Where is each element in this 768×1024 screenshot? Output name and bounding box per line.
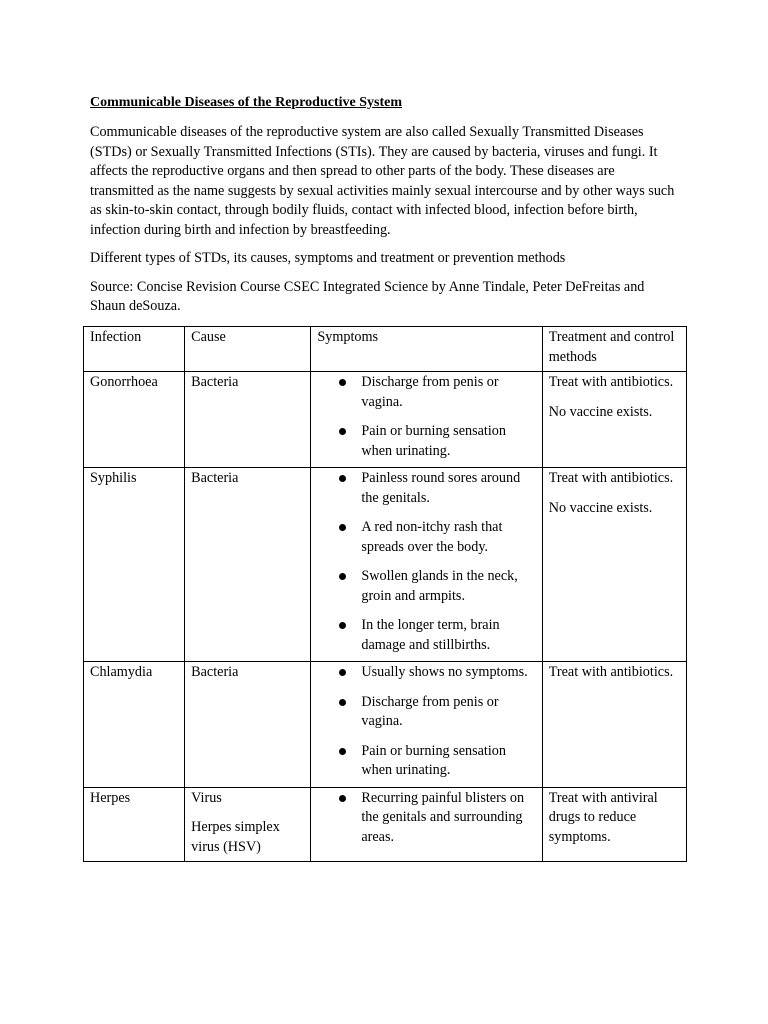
cause-line: Bacteria (191, 374, 239, 390)
symptom-item: A red non-itchy rash that spreads over the body. (361, 518, 535, 557)
symptom-list (317, 789, 535, 848)
treatment-line: No vaccine exists. (548, 403, 653, 420)
cell-cause (185, 372, 311, 468)
symptom-item: Swollen glands in the neck, groin and armpits. (361, 567, 535, 606)
symptom-list (317, 373, 535, 461)
treatment-line: Treat with antibiotics. (548, 664, 674, 680)
treatment-line: No vaccine exists. (548, 499, 653, 516)
table-row (84, 372, 687, 468)
symptom-item: Discharge from penis or vagina. (361, 373, 535, 412)
cell-infection: Syphilis (84, 468, 185, 662)
cause-line: Bacteria (191, 470, 239, 486)
cause-line: Herpes simplex virus (HSV) (191, 819, 280, 855)
cell-symptoms (311, 468, 542, 662)
table-row (84, 468, 687, 662)
cell-symptoms (311, 372, 542, 468)
header-treatment: Treatment and control methods (542, 327, 686, 372)
cell-treatment (542, 662, 686, 788)
page-title: Communicable Diseases of the Reproductive System (90, 95, 402, 110)
treatment-line: Treat with antibiotics. (548, 470, 674, 486)
symptom-list (317, 663, 535, 781)
treatment-line: Treat with antibiotics. (548, 374, 674, 390)
cell-symptoms (311, 662, 542, 788)
cell-symptoms (311, 787, 542, 862)
cell-treatment (542, 468, 686, 662)
cell-cause (185, 787, 311, 862)
header-cause: Cause (185, 327, 311, 372)
document-body (90, 94, 690, 317)
cell-infection: Herpes (84, 787, 185, 862)
symptom-item: Painless round sores around the genitals. (361, 469, 535, 508)
table-row (84, 662, 687, 788)
symptom-item: Usually shows no symptoms. (361, 663, 535, 683)
header-symptoms: Symptoms (311, 327, 542, 372)
cause-line: Virus (191, 789, 222, 806)
symptom-item: Pain or burning sensation when urinating. (361, 422, 535, 461)
cell-cause (185, 662, 311, 788)
table-header-row (84, 327, 687, 372)
symptom-item: Recurring painful blisters on the genitals and surrounding areas. (361, 789, 535, 848)
intro-paragraph: Communicable diseases of the reproductive system are also called Sexually Transmitted Diseases (STDs) or Sexually Transmitted Infections (STIs). They are caused by bacteria, viruses and fungi. It affects the reproductive organs and then spread to other parts of the body. These diseases are transmitted as the name suggests by sexual activities mainly sexual intercourse and by other ways such as skin-to-skin contact, through bodily fluids, contact with infected blood, infection before birth, infection during birth and infection by breastfeeding. (90, 124, 675, 238)
symptom-list (317, 469, 535, 655)
std-table (83, 326, 687, 862)
cause-line: Bacteria (191, 664, 239, 680)
symptom-item: In the longer term, brain damage and stillbirths. (361, 616, 535, 655)
cell-cause (185, 468, 311, 662)
table-row (84, 787, 687, 862)
cell-treatment (542, 372, 686, 468)
symptom-item: Pain or burning sensation when urinating. (361, 742, 535, 781)
treatment-line: Treat with antiviral drugs to reduce symptoms. (548, 789, 658, 845)
source-paragraph: Source: Concise Revision Course CSEC Integrated Science by Anne Tindale, Peter DeFreitas and Shaun deSouza. (90, 278, 645, 314)
header-infection: Infection (84, 327, 185, 372)
subheading-paragraph: Different types of STDs, its causes, symptoms and treatment or prevention methods (90, 250, 566, 266)
cell-infection: Gonorrhoea (84, 372, 185, 468)
cell-infection: Chlamydia (84, 662, 185, 788)
cell-treatment (542, 787, 686, 862)
symptom-item: Discharge from penis or vagina. (361, 693, 535, 732)
